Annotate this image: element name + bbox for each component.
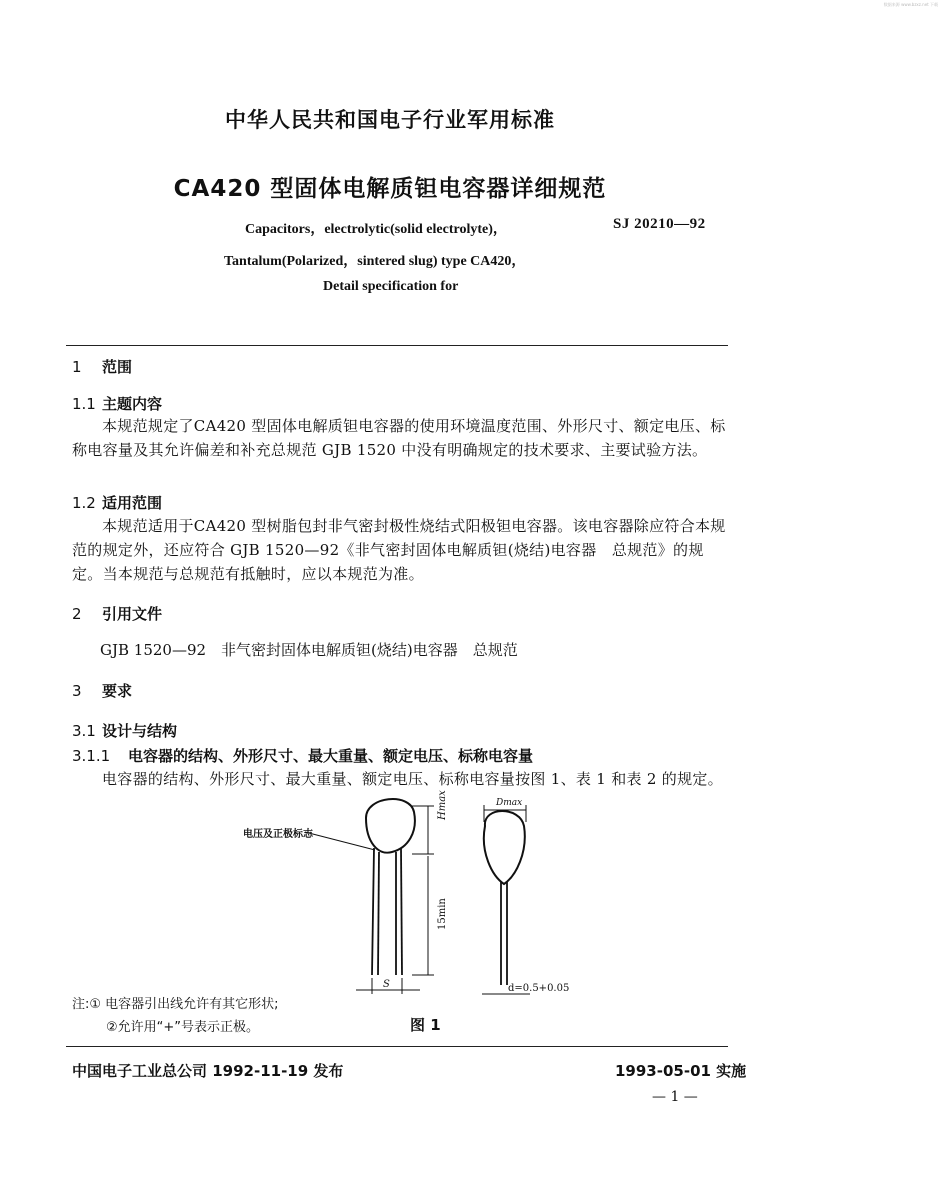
section-2-heading bbox=[72, 603, 162, 624]
issue-date: 中国电子工业总公司 1992-11-19 发布 bbox=[72, 1062, 344, 1080]
figure-note-2: ②允许用“+”号表示正极。 bbox=[106, 1020, 260, 1035]
english-title-line-1: Capacitors，electrolytic(solid electrolyte)， bbox=[245, 222, 507, 237]
section-number: 2 bbox=[72, 605, 82, 623]
callout-leader bbox=[305, 832, 375, 850]
referenced-document: GJB 1520—92 非气密封固体电解质钽(烧结)电容器 总规范 bbox=[100, 641, 518, 659]
side-view-body bbox=[484, 811, 525, 884]
section-title: 主题内容 bbox=[102, 395, 163, 413]
section-number: 1.1 bbox=[72, 395, 96, 413]
section-3-heading bbox=[72, 680, 132, 701]
source-watermark: 数据来源 www.bzxz.net 下载 bbox=[883, 2, 938, 7]
section-title: 引用文件 bbox=[102, 605, 163, 623]
footer-divider bbox=[66, 1046, 728, 1047]
wire-diameter-label: d=0.5+0.05 bbox=[508, 983, 570, 994]
section-1-2-paragraph: 本规范适用于CA420 型树脂包封非气密封极性烧结式阳极钽电容器。该电容器除应符合本规范的规定外，还应符合 GJB 1520—92《非气密封固体电解质钽(烧结)电容器 总规范》的规定。当本规范与总规范有抵触时，应以本规范为准。 bbox=[72, 517, 726, 583]
section-number: 1.2 bbox=[72, 494, 96, 512]
section-title: 设计与结构 bbox=[102, 722, 178, 740]
section-1-2-heading bbox=[72, 492, 162, 513]
english-title-line-2: Tantalum(Polarized，sintered slug) type CA420， bbox=[224, 254, 526, 269]
standard-code: SJ 20210—92 bbox=[613, 216, 706, 232]
callout-label: 电压及正极标志 bbox=[243, 829, 313, 840]
lead-length-label: 15min bbox=[437, 898, 448, 930]
section-title: 要求 bbox=[102, 682, 133, 700]
section-number: 3 bbox=[72, 682, 82, 700]
section-1-heading bbox=[72, 356, 132, 377]
page-number: — 1 — bbox=[652, 1089, 698, 1105]
section-title: 适用范围 bbox=[102, 494, 163, 512]
org-standard-heading: 中华人民共和国电子行业军用标准 bbox=[225, 108, 555, 132]
section-title: 电容器的结构、外形尺寸、最大重量、额定电压、标称电容量 bbox=[128, 747, 534, 765]
header-divider bbox=[66, 345, 728, 346]
capacitor-outline-figure bbox=[0, 795, 950, 1020]
figure-caption: 图 1 bbox=[410, 1016, 441, 1034]
spacing-label: S bbox=[383, 979, 390, 990]
diameter-label: Dmax bbox=[496, 798, 523, 808]
effective-date: 1993-05-01 实施 bbox=[615, 1062, 747, 1080]
section-1-1-paragraph: 本规范规定了CA420 型固体电解质钽电容器的使用环境温度范围、外形尺寸、额定电压、标称电容量及其允许偏差和补充总规范 GJB 1520 中没有明确规定的技术要求、主要试验方法。 bbox=[72, 417, 726, 459]
section-3-1-1-paragraph: 电容器的结构、外形尺寸、最大重量、额定电压、标称电容量按图 1、表 1 和表 2 的规定。 bbox=[102, 770, 723, 788]
front-view-body bbox=[366, 799, 415, 853]
figure-note-1: 注:① 电容器引出线允许有其它形状; bbox=[72, 997, 279, 1012]
section-title: 范围 bbox=[102, 358, 133, 376]
section-3-1-heading bbox=[72, 720, 177, 741]
section-3-1-1-heading bbox=[72, 745, 533, 766]
section-1-1-heading bbox=[72, 393, 162, 414]
section-number: 1 bbox=[72, 358, 82, 376]
front-view-leads bbox=[372, 848, 402, 975]
section-number: 3.1 bbox=[72, 722, 96, 740]
english-title-line-3: Detail specification for bbox=[323, 279, 459, 294]
height-dimension-label: Hmax bbox=[437, 790, 448, 820]
section-number: 3.1.1 bbox=[72, 747, 111, 765]
document-title: CA420 型固体电解质钽电容器详细规范 bbox=[173, 176, 607, 202]
side-view-leads bbox=[501, 882, 507, 985]
